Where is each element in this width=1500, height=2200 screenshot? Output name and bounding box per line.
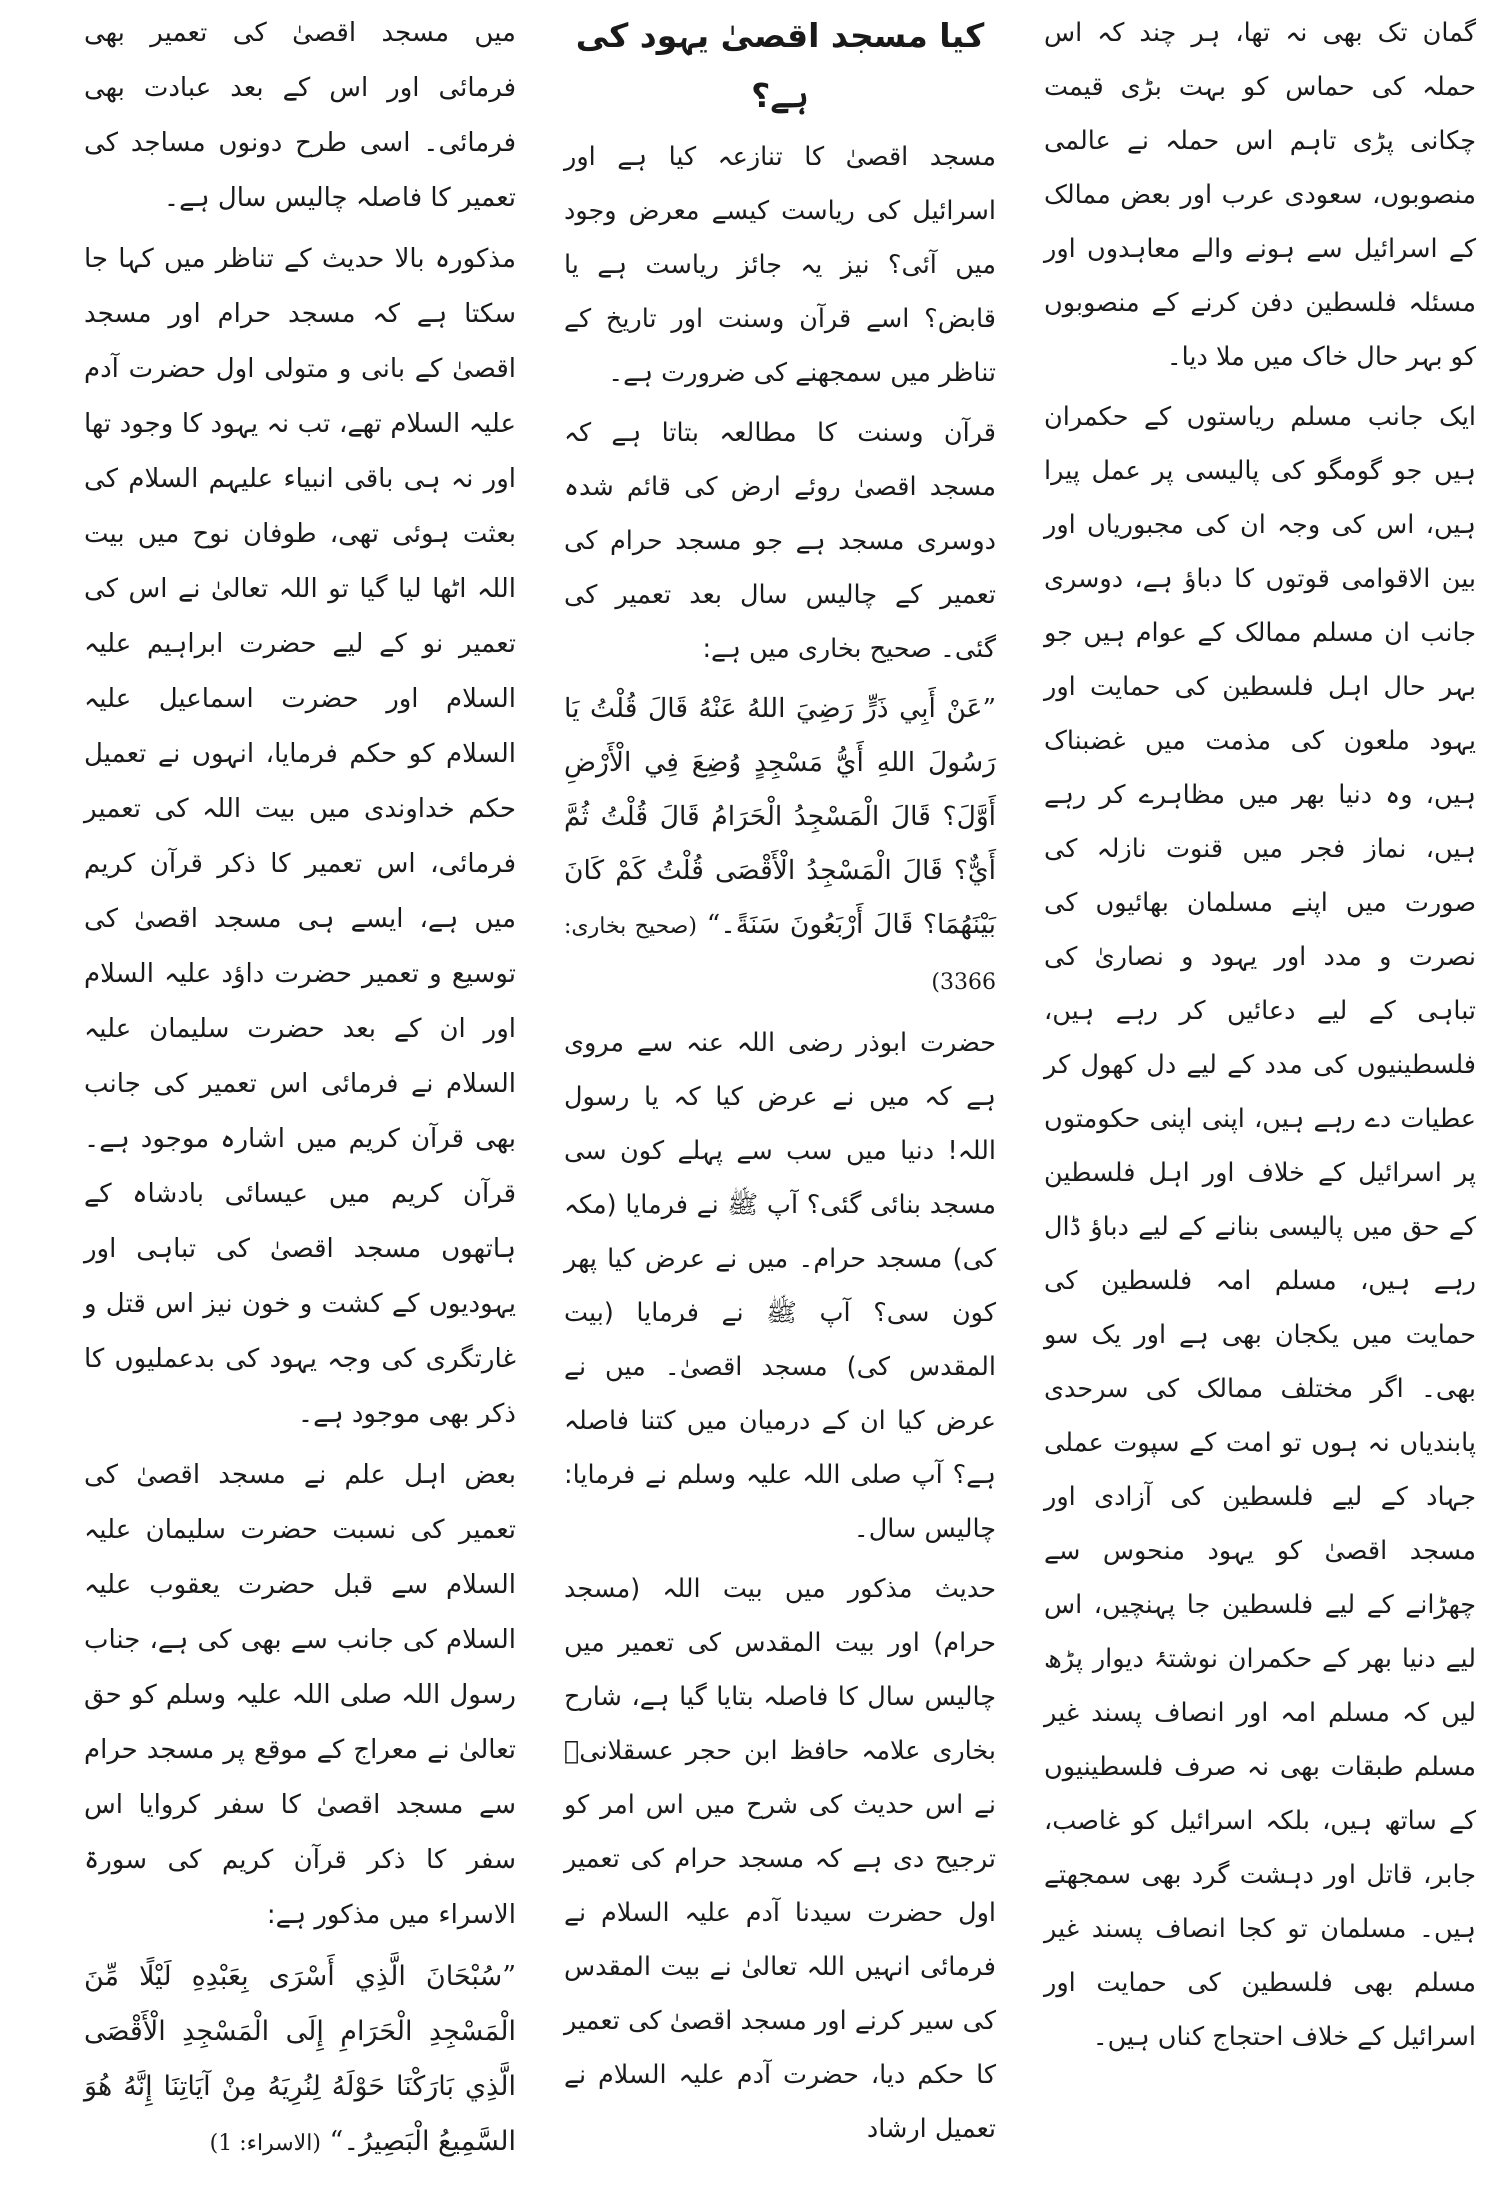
article-heading: کیا مسجد اقصیٰ یہود کی ہے؟	[575, 16, 985, 115]
paragraph: حضرت ابوذر رضی اللہ عنہ سے مروی ہے کہ میں نے عرض کیا کہ یا رسول اللہ! دنیا میں سب سے پہلے کون سی مسجد بنائی گئی؟ آپ ﷺ نے فرمایا (مکہ کی) مسجد حرام۔ میں نے عرض کیا پھر کون سی؟ آپ ﷺ نے فرمایا (بیت المقدس کی) مسجد اقصیٰ۔ میں نے عرض کیا ان کے درمیان میں کتنا فاصلہ ہے؟ آپ صلی اللہ علیہ وسلم نے فرمایا: چالیس سال۔	[564, 1028, 996, 1544]
paragraph: گمان تک بھی نہ تھا، ہر چند کہ اس حملہ کی حماس کو بہت بڑی قیمت چکانی پڑی تاہم اس حملہ نے عالمی منصوبوں، سعودی عرب اور بعض ممالک کے اسرائیل سے ہونے والے معاہدوں اور مسئلہ فلسطین دفن کرنے کے منصوبوں کو بہر حال خاک میں ملا دیا۔	[1044, 18, 1476, 372]
ayah-reference: (الاسراء: 1)	[209, 2131, 321, 2156]
paragraph: مذکورہ بالا حدیث کے تناظر میں کہا جا سکتا ہے کہ مسجد حرام اور مسجد اقصیٰ کے بانی و متولی اول حضرت آدم علیہ السلام تھے، تب نہ یہود کا وجود تھا اور نہ ہی باقی انبیاء علیہم السلام کی بعثت ہوئی تھی، طوفان نوح میں بیت اللہ اٹھا لیا گیا تو اللہ تعالیٰ نے اس کی تعمیر نو کے لیے حضرت ابراہیم علیہ السلام اور حضرت اسماعیل علیہ السلام کو حکم فرمایا، انہوں نے تعمیل حکم خداوندی میں بیت اللہ کی تعمیر فرمائی، اس تعمیر کا ذکر قرآن کریم میں ہے، ایسے ہی مسجد اقصیٰ کی توسیع و تعمیر حضرت داؤد علیہ السلام اور ان کے بعد حضرت سلیمان علیہ السلام نے فرمائی اس تعمیر کی جانب بھی قرآن کریم میں اشارہ موجود ہے۔ قرآن کریم میں عیسائی بادشاہ کے ہاتھوں مسجد اقصیٰ کی تباہی اور یہودیوں کے کشت و خون نیز اس قتل و غارتگری کی وجہ یہود کی بدعملیوں کا ذکر بھی موجود ہے۔	[84, 244, 516, 1429]
ayah-quote	[84, 1949, 516, 2171]
column-left	[70, 6, 530, 2196]
hadith-text: ”عَنْ أَبِي ذَرٍّ رَضِيَ اللهُ عَنْهُ قَالَ قُلْتُ يَا رَسُولَ اللهِ أَيُّ مَسْجِدٍ وُضِعَ فِي الْأَرْضِ أَوَّلَ؟ قَالَ الْمَسْجِدُ الْحَرَامُ قَالَ قُلْتُ ثُمَّ أَيٌّ؟ قَالَ الْمَسْجِدُ الْأَقْصَى قُلْتُ كَمْ كَانَ بَيْنَهُمَا؟ قَالَ أَرْبَعُونَ سَنَةً۔“	[564, 693, 996, 940]
paragraph: بعض اہل علم نے مسجد اقصیٰ کی تعمیر کی نسبت حضرت سلیمان علیہ السلام سے قبل حضرت یعقوب علیہ السلام کی جانب سے بھی کی ہے، جناب رسول اللہ صلی اللہ علیہ وسلم کو حق تعالیٰ نے معراج کے موقع پر مسجد حرام سے مسجد اقصیٰ کا سفر کروایا اس سفر کا ذکر قرآن کریم کی سورۃ الاسراء میں مذکور ہے:	[84, 1460, 516, 1930]
hadith-quote	[564, 682, 996, 1010]
column-right	[1030, 6, 1490, 2196]
paragraph: مسجد اقصیٰ کا تنازعہ کیا ہے اور اسرائیل کی ریاست کیسے معرض وجود میں آئی؟ نیز یہ جائز ریاست ہے یا قابض؟ اسے قرآن وسنت اور تاریخ کے تناظر میں سمجھنے کی ضرورت ہے۔	[564, 142, 996, 388]
paragraph: میں مسجد اقصیٰ کی تعمیر بھی فرمائی اور اس کے بعد عبادت بھی فرمائی۔ اسی طرح دونوں مساجد کی تعمیر کا فاصلہ چالیس سال ہے۔	[84, 18, 516, 213]
ayah-text: ”سُبْحَانَ الَّذِي أَسْرَى بِعَبْدِهِ لَيْلًا مِّنَ الْمَسْجِدِ الْحَرَامِ إِلَى الْمَسْجِدِ الْأَقْصَى الَّذِي بَارَكْنَا حَوْلَهُ لِنُرِيَهُ مِنْ آيَاتِنَا إِنَّهُ هُوَ السَّمِيعُ الْبَصِيرُ۔“	[84, 1961, 516, 2157]
paragraph: قرآن وسنت کا مطالعہ بتاتا ہے کہ مسجد اقصیٰ روئے ارض کی قائم شدہ دوسری مسجد ہے جو مسجد حرام کی تعمیر کے چالیس سال بعد تعمیر کی گئی۔ صحیح بخاری میں ہے:	[564, 418, 996, 664]
hadith-reference: (صحیح بخاری: 3366)	[564, 914, 996, 995]
paragraph: حدیث مذکور میں بیت اللہ (مسجد حرام) اور بیت المقدس کی تعمیر میں چالیس سال کا فاصلہ بتایا گیا ہے، شارح بخاری علامہ حافظ ابن حجر عسقلانیؒ نے اس حدیث کی شرح میں اس امر کو ترجیح دی ہے کہ مسجد حرام کی تعمیر اول حضرت سیدنا آدم علیہ السلام نے فرمائی انہیں اللہ تعالیٰ نے بیت المقدس کی سیر کرنے اور مسجد اقصیٰ کی تعمیر کا حکم دیا، حضرت آدم علیہ السلام نے تعمیل ارشاد	[564, 1574, 996, 2144]
paragraph: ایک جانب مسلم ریاستوں کے حکمران ہیں جو گومگو کی پالیسی پر عمل پیرا ہیں، اس کی وجہ ان کی مجبوریاں اور بین الاقوامی قوتوں کا دباؤ ہے، دوسری جانب ان مسلم ممالک کے عوام ہیں جو بہر حال اہل فلسطین کی حمایت اور یہود ملعون کی مذمت میں غضبناک ہیں، وہ دنیا بھر میں مظاہرے کر رہے ہیں، نماز فجر میں قنوت نازلہ کی صورت میں اپنے مسلمان بھائیوں کی نصرت و مدد اور یہود و نصاریٰ کی تباہی کے لیے دعائیں کر رہے ہیں، فلسطینیوں کی مدد کے لیے دل کھول کر عطیات دے رہے ہیں، اپنی اپنی حکومتوں پر اسرائیل کے خلاف اور اہل فلسطین کے حق میں پالیسی بنانے کے لیے دباؤ ڈال رہے ہیں، مسلم امہ فلسطین کی حمایت میں یکجان بھی ہے اور یک سو بھی۔ اگر مختلف ممالک کی سرحدی پابندیاں نہ ہوں تو امت کے سپوت عملی جہاد کے لیے فلسطین کی آزادی اور مسجد اقصیٰ کو یہود منحوس سے چھڑانے کے لیے فلسطین جا پہنچیں، اس لیے دنیا بھر کے حکمران نوشتۂ دیوار پڑھ لیں کہ مسلم امہ اور انصاف پسند غیر مسلم طبقات بھی نہ صرف فلسطینیوں کے ساتھ ہیں، بلکہ اسرائیل کو غاصب، جابر، قاتل اور دہشت گرد بھی سمجھتے ہیں۔ مسلمان تو کجا انصاف پسند غیر مسلم بھی فلسطین کی حمایت اور اسرائیل کے خلاف احتجاج کناں ہیں۔	[1044, 402, 1476, 2052]
column-middle	[550, 6, 1010, 2196]
